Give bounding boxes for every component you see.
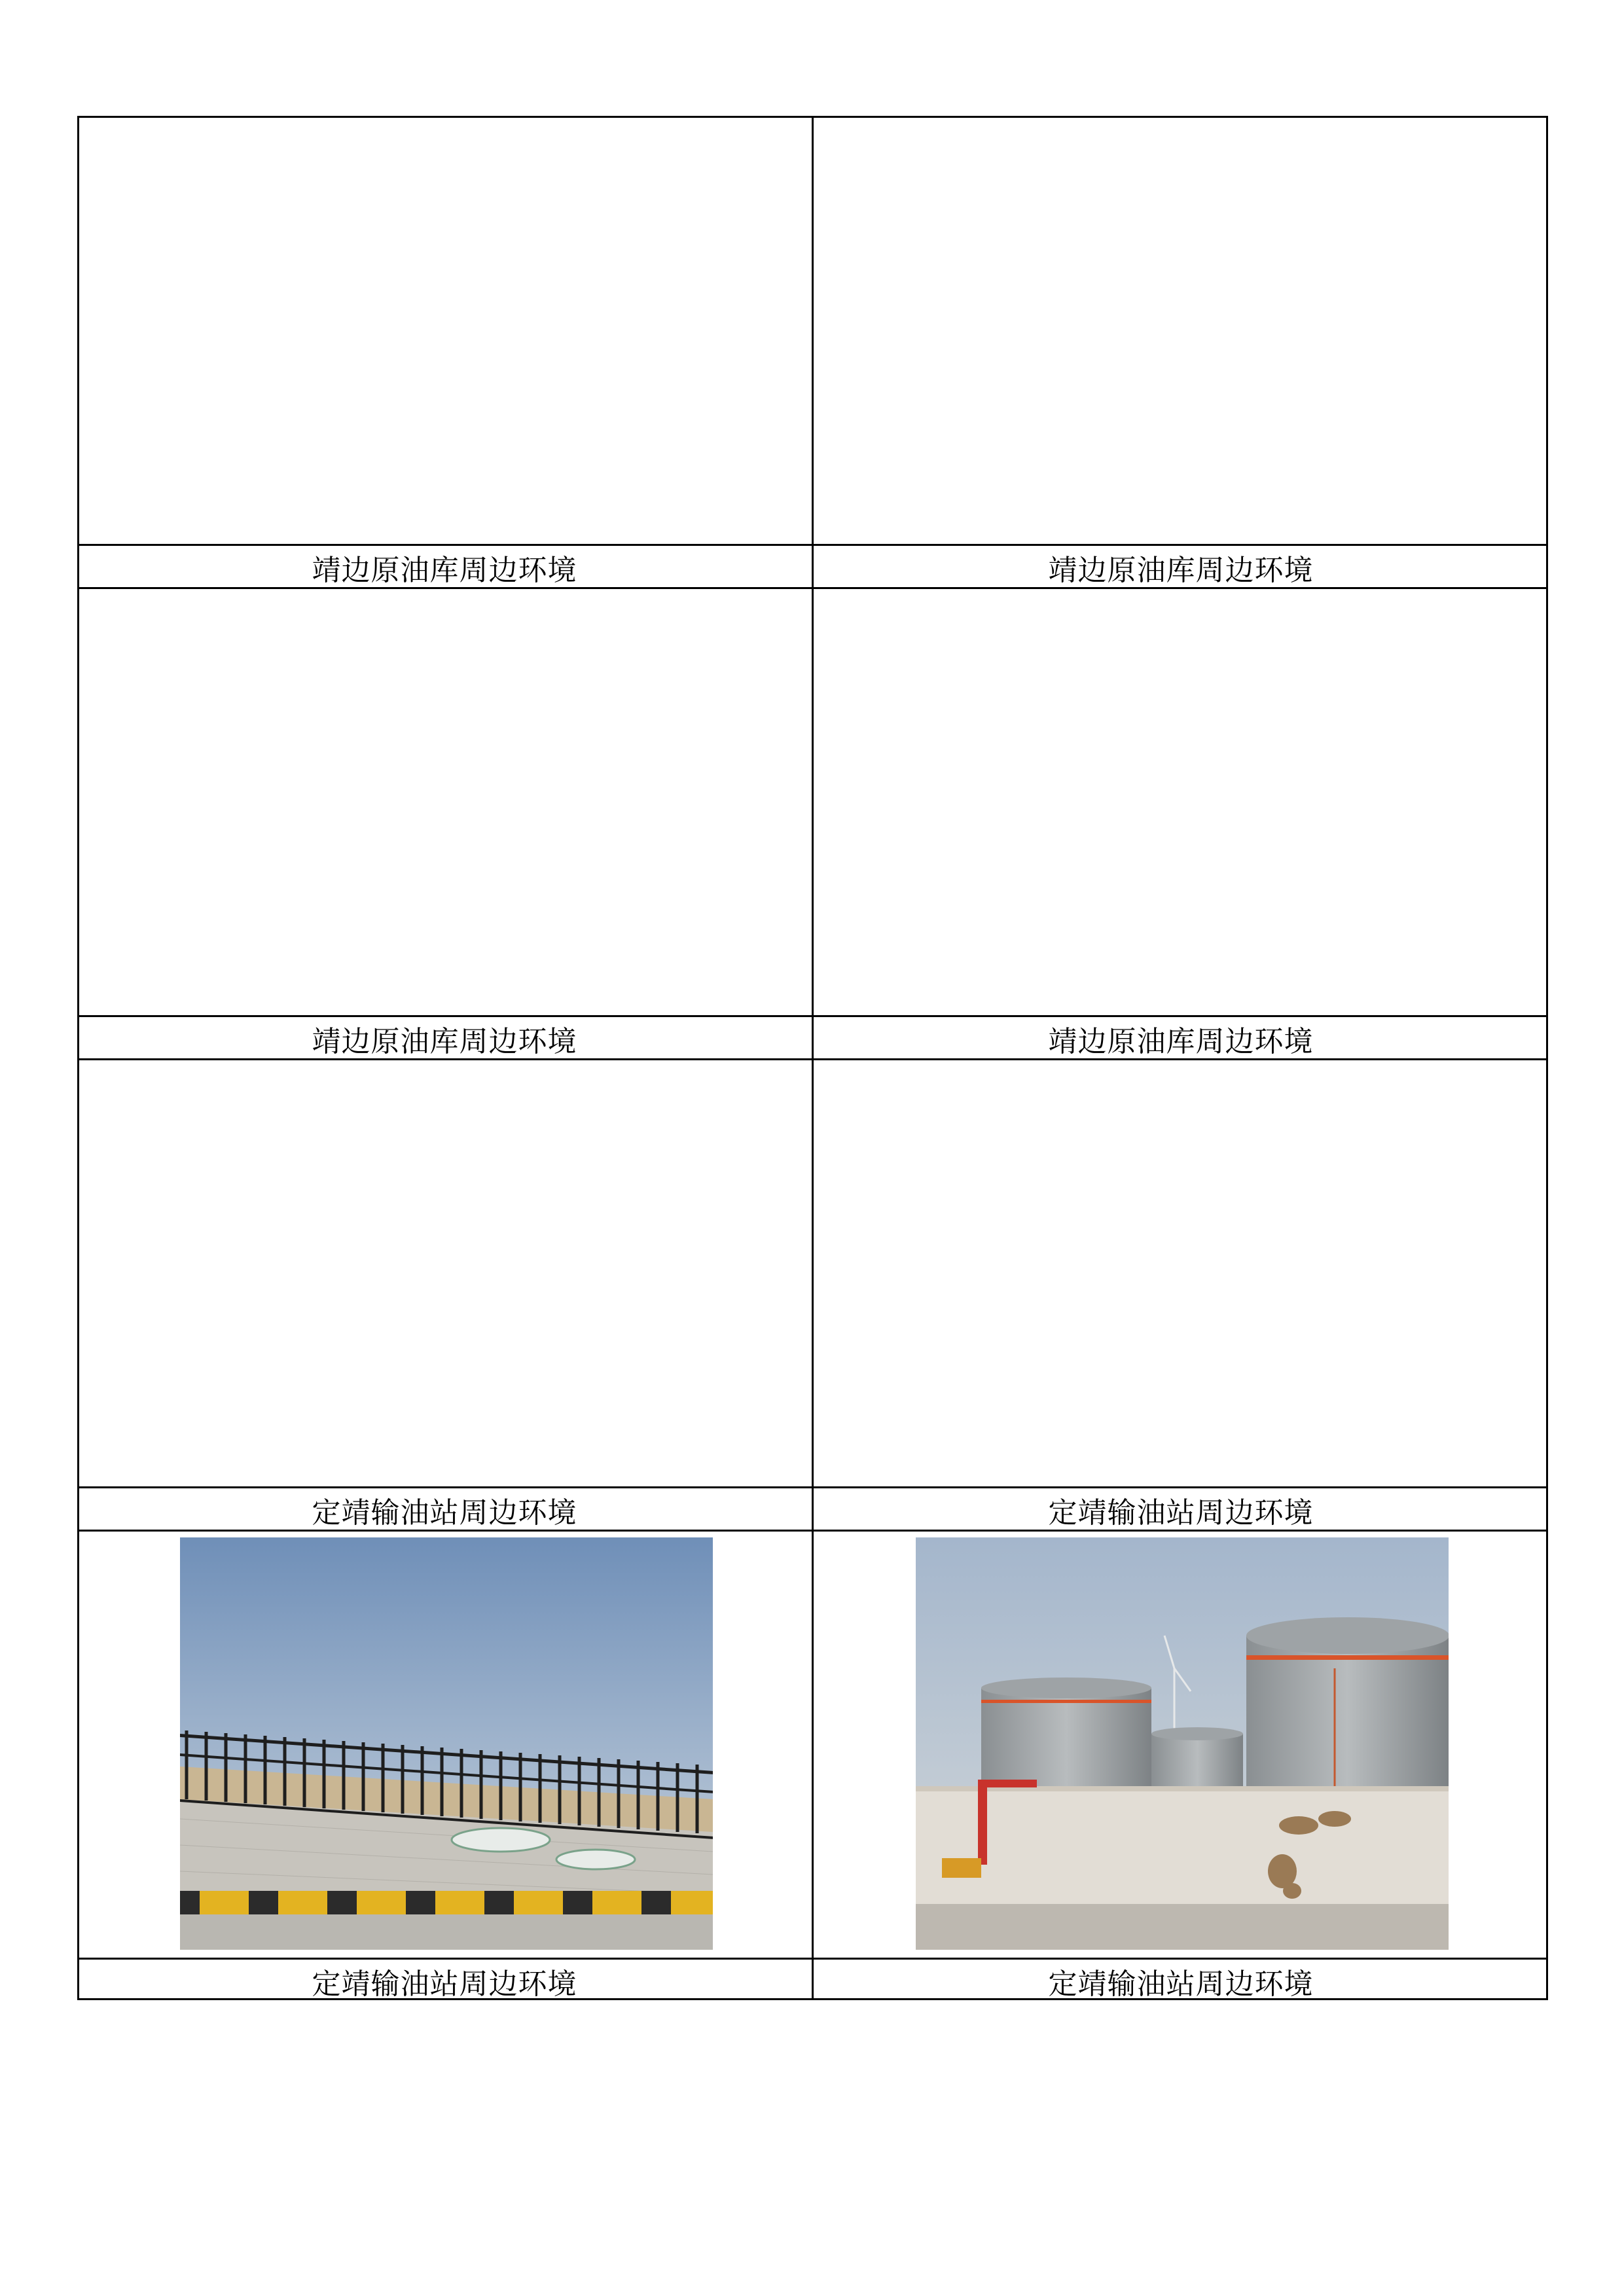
- row-divider: [77, 587, 1548, 589]
- photo-table: [77, 116, 1548, 2000]
- photo-caption: 靖边原油库周边环境: [312, 554, 577, 587]
- photo-caption: 定靖输油站周边环境: [312, 1967, 577, 2001]
- photo-fence-road: [180, 1537, 713, 1950]
- row-divider: [77, 1058, 1548, 1060]
- photo-caption: 靖边原油库周边环境: [312, 1025, 577, 1058]
- photo-caption: 靖边原油库周边环境: [1048, 1025, 1314, 1058]
- photo-caption: 定靖输油站周边环境: [312, 1496, 577, 1530]
- photo-caption: 定靖输油站周边环境: [1048, 1967, 1314, 2001]
- photo-caption: 定靖输油站周边环境: [1048, 1496, 1314, 1530]
- row-divider: [77, 1530, 1548, 1532]
- photo-caption: 靖边原油库周边环境: [1048, 554, 1314, 587]
- photo-oil-tanks: [916, 1537, 1449, 1950]
